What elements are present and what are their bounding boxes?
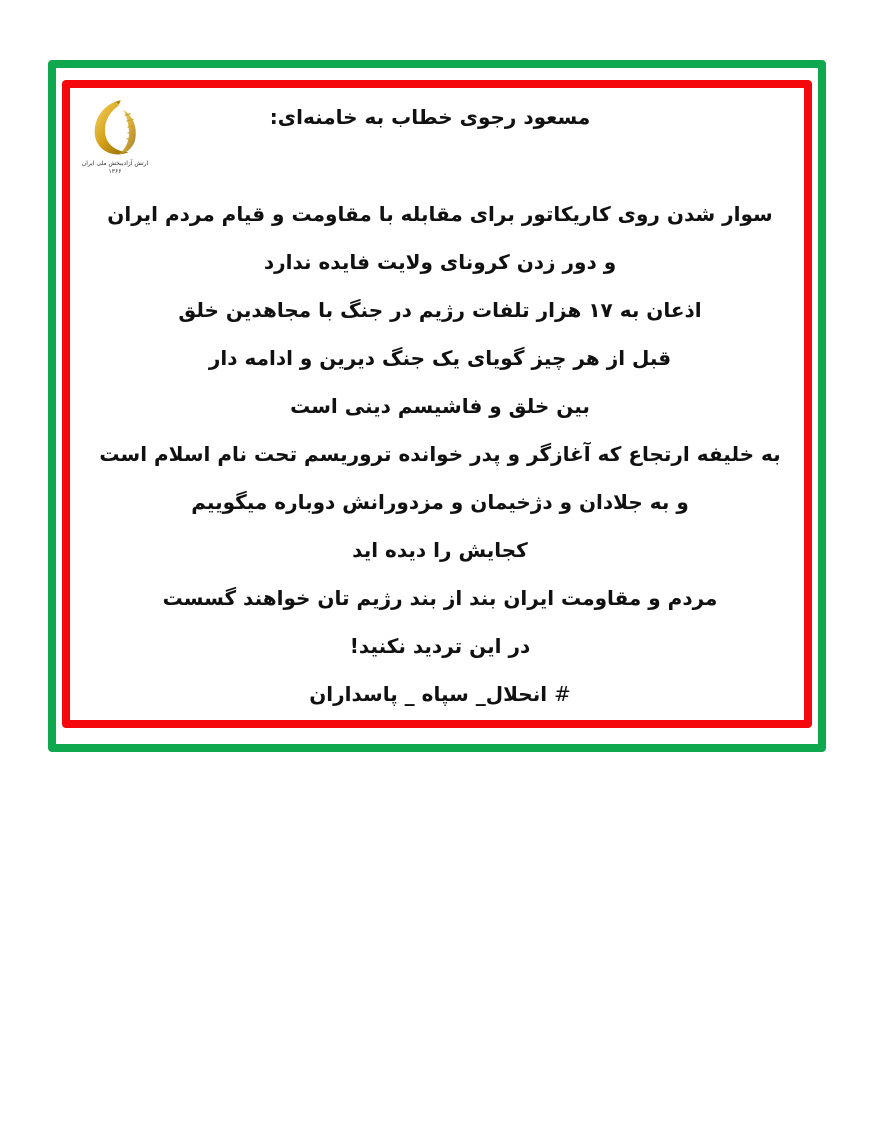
statement-line: سوار شدن روی کاریکاتور برای مقابله با مقاومت و قیام مردم ایران — [107, 202, 773, 226]
statement-line: قبل از هر چیز گویای یک جنگ دیرین و ادامه دار — [208, 346, 672, 370]
statement-line: کجایش را دیده اید — [352, 538, 528, 562]
logo-year: ۱۳۶۶ — [108, 168, 122, 175]
statement-line: و به جلادان و دژخیمان و مزدورانش دوباره میگوییم — [191, 490, 689, 514]
page-title: مسعود رجوی خطاب به خامنه‌ای: — [269, 105, 591, 129]
logo-caption: ارتش آزادیبخش ملی ایران — [81, 160, 149, 167]
hashtag-text: انحلال_ سپاه _ پاسداران — [309, 682, 548, 706]
hashtag-line — [80, 670, 800, 718]
logo — [80, 98, 150, 178]
statement-line: بین خلق و فاشیسم دینی است — [290, 394, 590, 418]
dove-wheat-emblem-icon — [86, 98, 144, 160]
statement-line: اذعان به ۱۷ هزار تلفات رژیم در جنگ با مجاهدین خلق — [178, 298, 702, 322]
statement-line: مردم و مقاومت ایران بند از بند رژیم تان خواهند گسست — [162, 586, 718, 610]
statement-body — [80, 190, 800, 718]
statement-line: در این تردید نکنید! — [349, 634, 531, 658]
statement-line: و دور زدن کرونای ولایت فایده ندارد — [263, 250, 617, 274]
statement-line: به خلیفه ارتجاع که آغازگر و پدر خوانده تروریسم تحت نام اسلام است — [99, 442, 781, 466]
hash-symbol: # — [554, 682, 571, 706]
